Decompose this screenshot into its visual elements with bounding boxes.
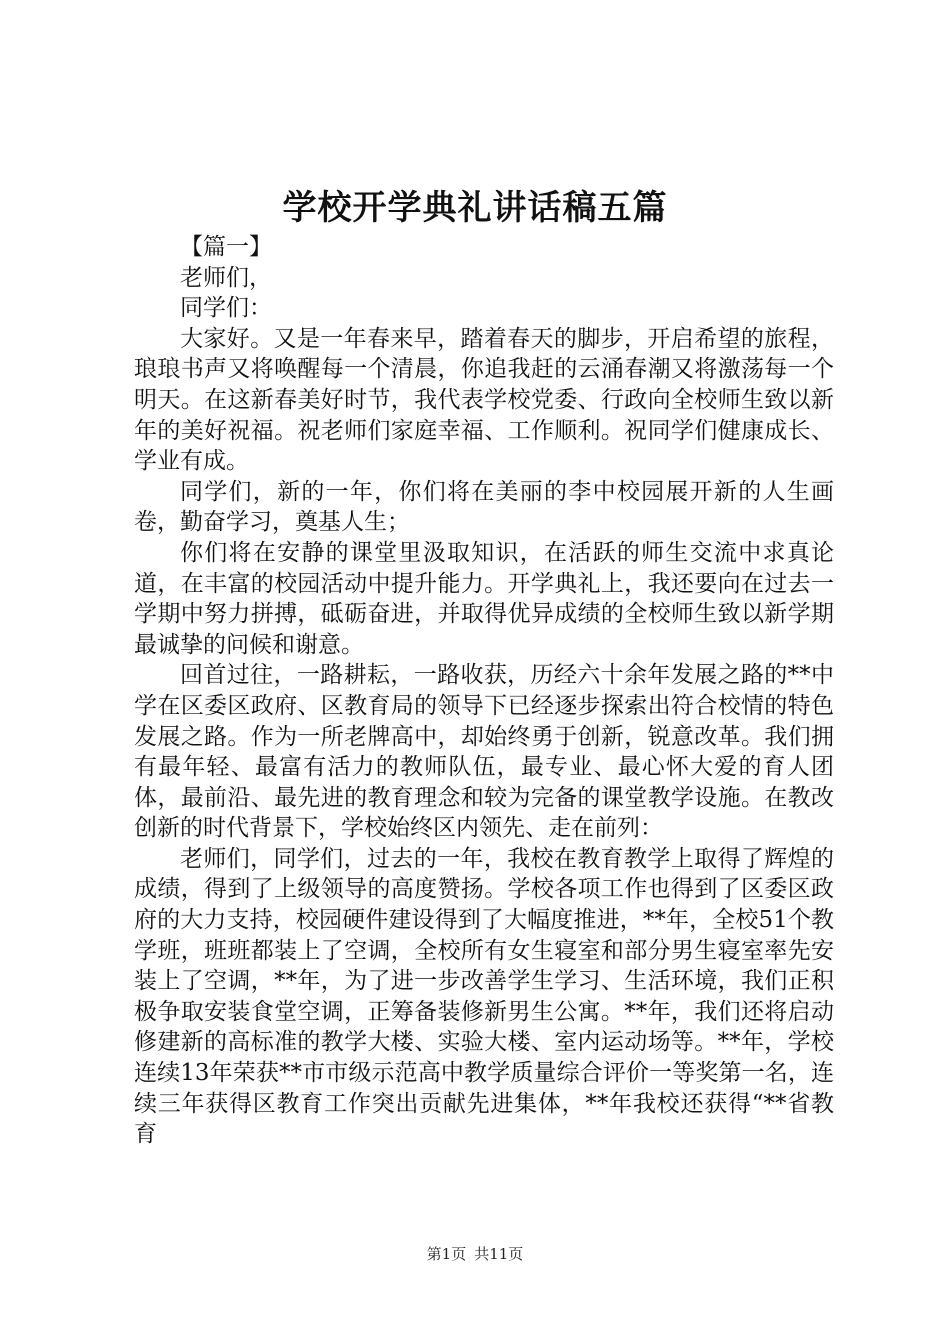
document-body bbox=[134, 232, 834, 1150]
document-title: 学校开学典礼讲话稿五篇 bbox=[282, 188, 668, 228]
paragraph: 同学们，新的一年，你们将在美丽的李中校园展开新的人生画卷，勤奋学习，奠基人生； bbox=[134, 478, 834, 536]
page-total: 共11页 bbox=[474, 1245, 524, 1263]
paragraph: 老师们，同学们，过去的一年，我校在教育教学上取得了辉煌的成绩，得到了上级领导的高度赞扬。学校各项工作也得到了区委区政府的大力支持，校园硬件建设得到了大幅度推进，**年，全校51个教学班，班班都装上了空调，全校所有女生寝室和部分男生寝室率先安装上了空调，**年，为了进一步改善学生学习、生活环境，我们正积极争取安装食堂空调，正筹备装修新男生公寓。**年，我们还将启动修建新的高标准的教学大楼、实验大楼、室内运动场等。**年，学校连续13年荣获**市市级示范高中教学质量综合评价一等奖第一名，连续三年获得区教育工作突出贡献先进集体，**年我校还获得“**省教育 bbox=[134, 845, 834, 1148]
salutation-teachers: 老师们， bbox=[180, 264, 272, 291]
paragraph: 回首过往，一路耕耘，一路收获，历经六十余年发展之路的**中学在区委区政府、区教育局的领导下已经逐步探索出符合校情的特色发展之路。作为一所老牌高中，却始终勇于创新，锐意改革。我们拥有最年轻、最富有活力的教师队伍，最专业、最心怀大爱的育人团体，最前沿、最先进的教育理念和较为完备的课堂教学设施。在教改创新的时代背景下，学校始终区内领先、走在前列： bbox=[134, 662, 834, 842]
salutation-students: 同学们： bbox=[180, 295, 272, 322]
paragraph: 大家好。又是一年春来早，踏着春天的脚步，开启希望的旅程，琅琅书声又将唤醒每一个清晨，你追我赶的云涌春潮又将激荡每一个明天。在这新春美好时节，我代表学校党委、行政向全校师生致以新年的美好祝福。祝老师们家庭幸福、工作顺利。祝同学们健康成长、学业有成。 bbox=[134, 325, 834, 475]
page-number: 第1页 bbox=[426, 1245, 467, 1263]
page-footer bbox=[0, 1243, 950, 1264]
section-heading: 【篇一】 bbox=[180, 234, 272, 260]
paragraph: 你们将在安静的课堂里汲取知识，在活跃的师生交流中求真论道，在丰富的校园活动中提升能力。开学典礼上，我还要向在过去一学期中努力拼搏，砥砺奋进，并取得优异成绩的全校师生致以新学期最诚挚的问候和谢意。 bbox=[134, 539, 834, 658]
